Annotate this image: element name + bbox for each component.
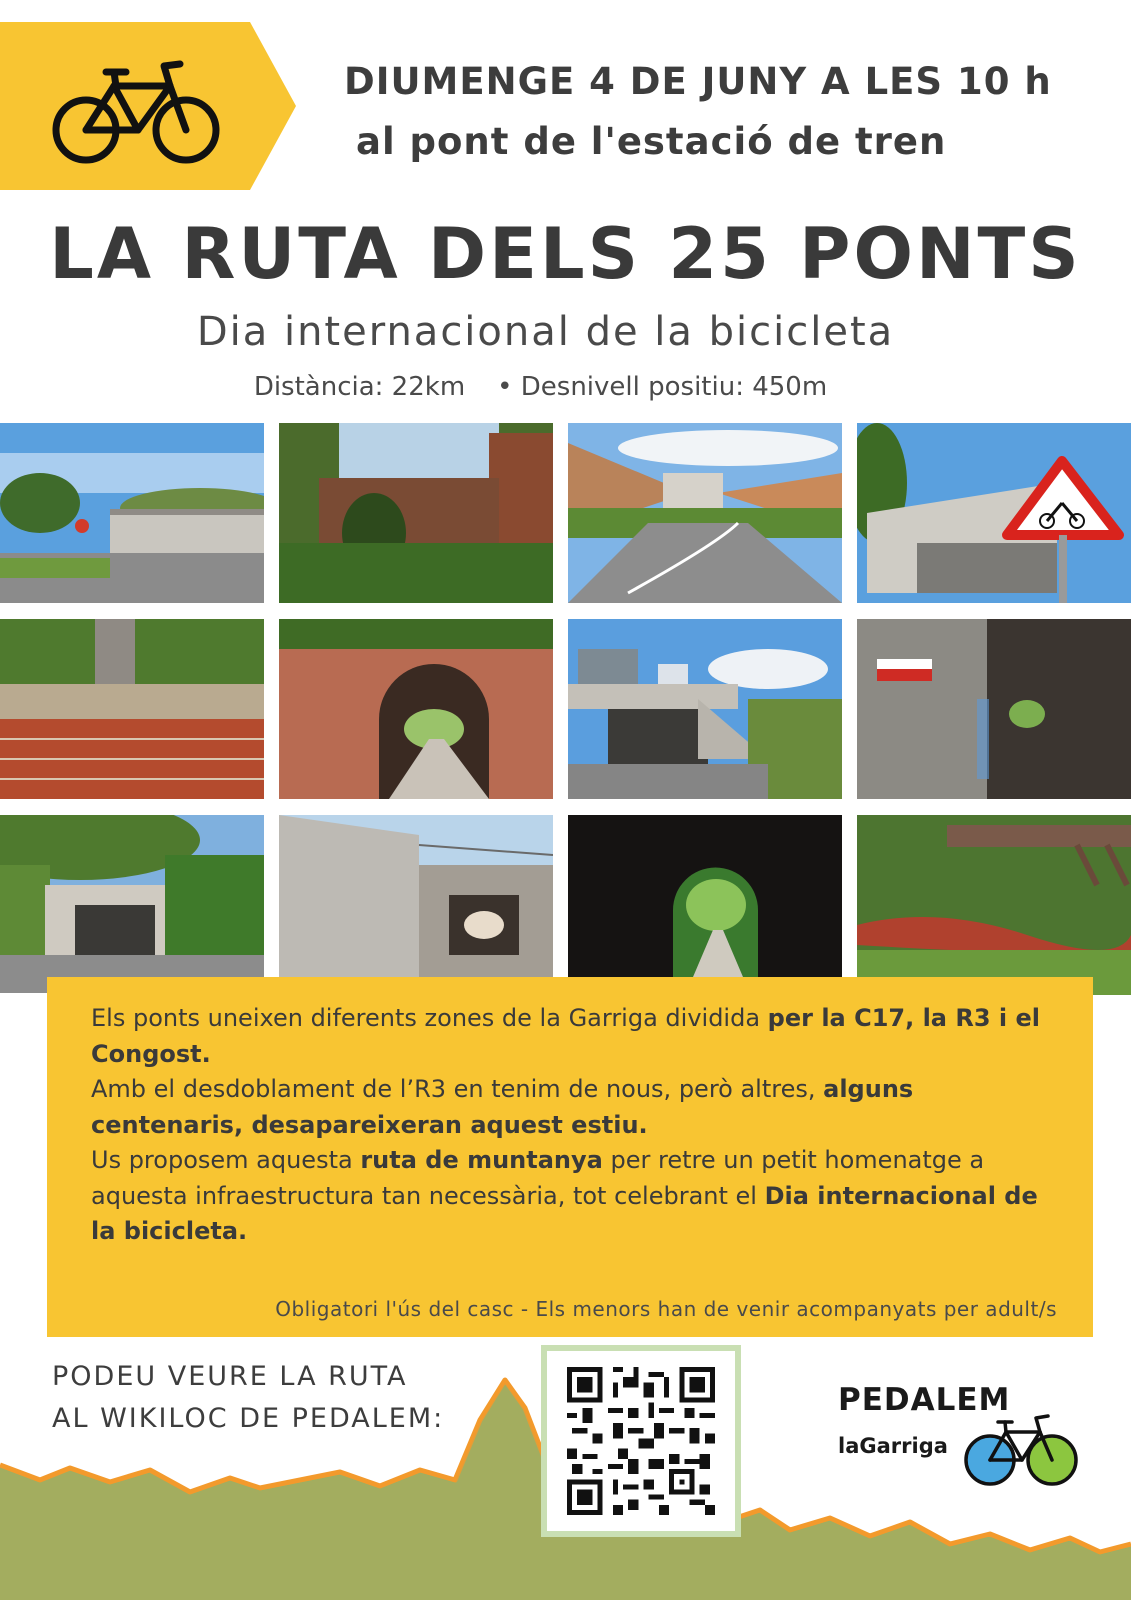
photo-rusty-footbridge [857, 815, 1131, 995]
photo-concrete-bridge-sign [857, 423, 1131, 603]
info-p1-bold: per la C17, la R3 i el Congost. [91, 1004, 1040, 1068]
route-label [52, 1356, 444, 1440]
elevation-stat: • Desnivell positiu: 450m [497, 372, 828, 402]
info-p3-text-2: per retre un petit homenatge a aquesta infraestructura tan necessària, tot celebrant el [91, 1146, 985, 1210]
info-p3-bold-day: Dia internacional de la bicicleta. [91, 1181, 1038, 1245]
info-p3-text: Us proposem aquesta [91, 1146, 361, 1174]
qr-frame[interactable] [541, 1345, 741, 1537]
photo-dark-tunnel-wall [857, 619, 1131, 799]
info-text [91, 1001, 1056, 1250]
pedalem-bike-logo [962, 1410, 1078, 1486]
page-title: LA RUTA DELS 25 PONTS [49, 213, 1082, 295]
pedalem-logo [838, 1382, 1078, 1492]
info-p2-bold: alguns centenaris, desapareixeran aquest estiu. [91, 1075, 914, 1139]
route-stats [0, 372, 1131, 402]
photo-stone-arch-bridge [279, 423, 553, 603]
photo-railway-bridge-train [568, 619, 842, 799]
bicycle-icon [52, 56, 222, 166]
info-box [47, 977, 1093, 1337]
event-place: al pont de l'estació de tren [356, 120, 947, 163]
photo-grid [0, 423, 1131, 993]
helmet-note: Obligatori l'ús del casc - Els menors han de venir acompanyats per adult/s [275, 1297, 1057, 1321]
photo-road-tunnel-hill [568, 423, 842, 603]
brand-name: PEDALEM [838, 1382, 1011, 1418]
photo-brick-parapet-tracks [0, 619, 264, 799]
route-label-line1: PODEU VEURE LA RUTA [52, 1361, 408, 1392]
event-date: DIUMENGE 4 DE JUNY A LES 10 h [344, 60, 1052, 103]
info-p1-text: Els ponts uneixen diferents zones de la Garriga dividida [91, 1004, 768, 1032]
route-label-line2: AL WIKILOC DE PEDALEM: [52, 1403, 445, 1434]
info-p3-bold-route: ruta de muntanya [360, 1146, 603, 1174]
photo-road-overpass [0, 423, 264, 603]
info-p2-text: Amb el desdoblament de l’R3 en tenim de nous, però altres, [91, 1075, 824, 1103]
distance-stat: Distància: 22km [253, 372, 466, 402]
qr-code[interactable] [567, 1367, 715, 1515]
photo-brick-arch-tunnel [279, 619, 553, 799]
photo-dark-tunnel-path [568, 815, 842, 977]
subtitle: Dia internacional de la bicicleta [196, 309, 895, 355]
photo-concrete-underpass [279, 815, 553, 977]
brand-town: laGarriga [838, 1434, 948, 1458]
photo-road-bridge-trees [0, 815, 264, 993]
